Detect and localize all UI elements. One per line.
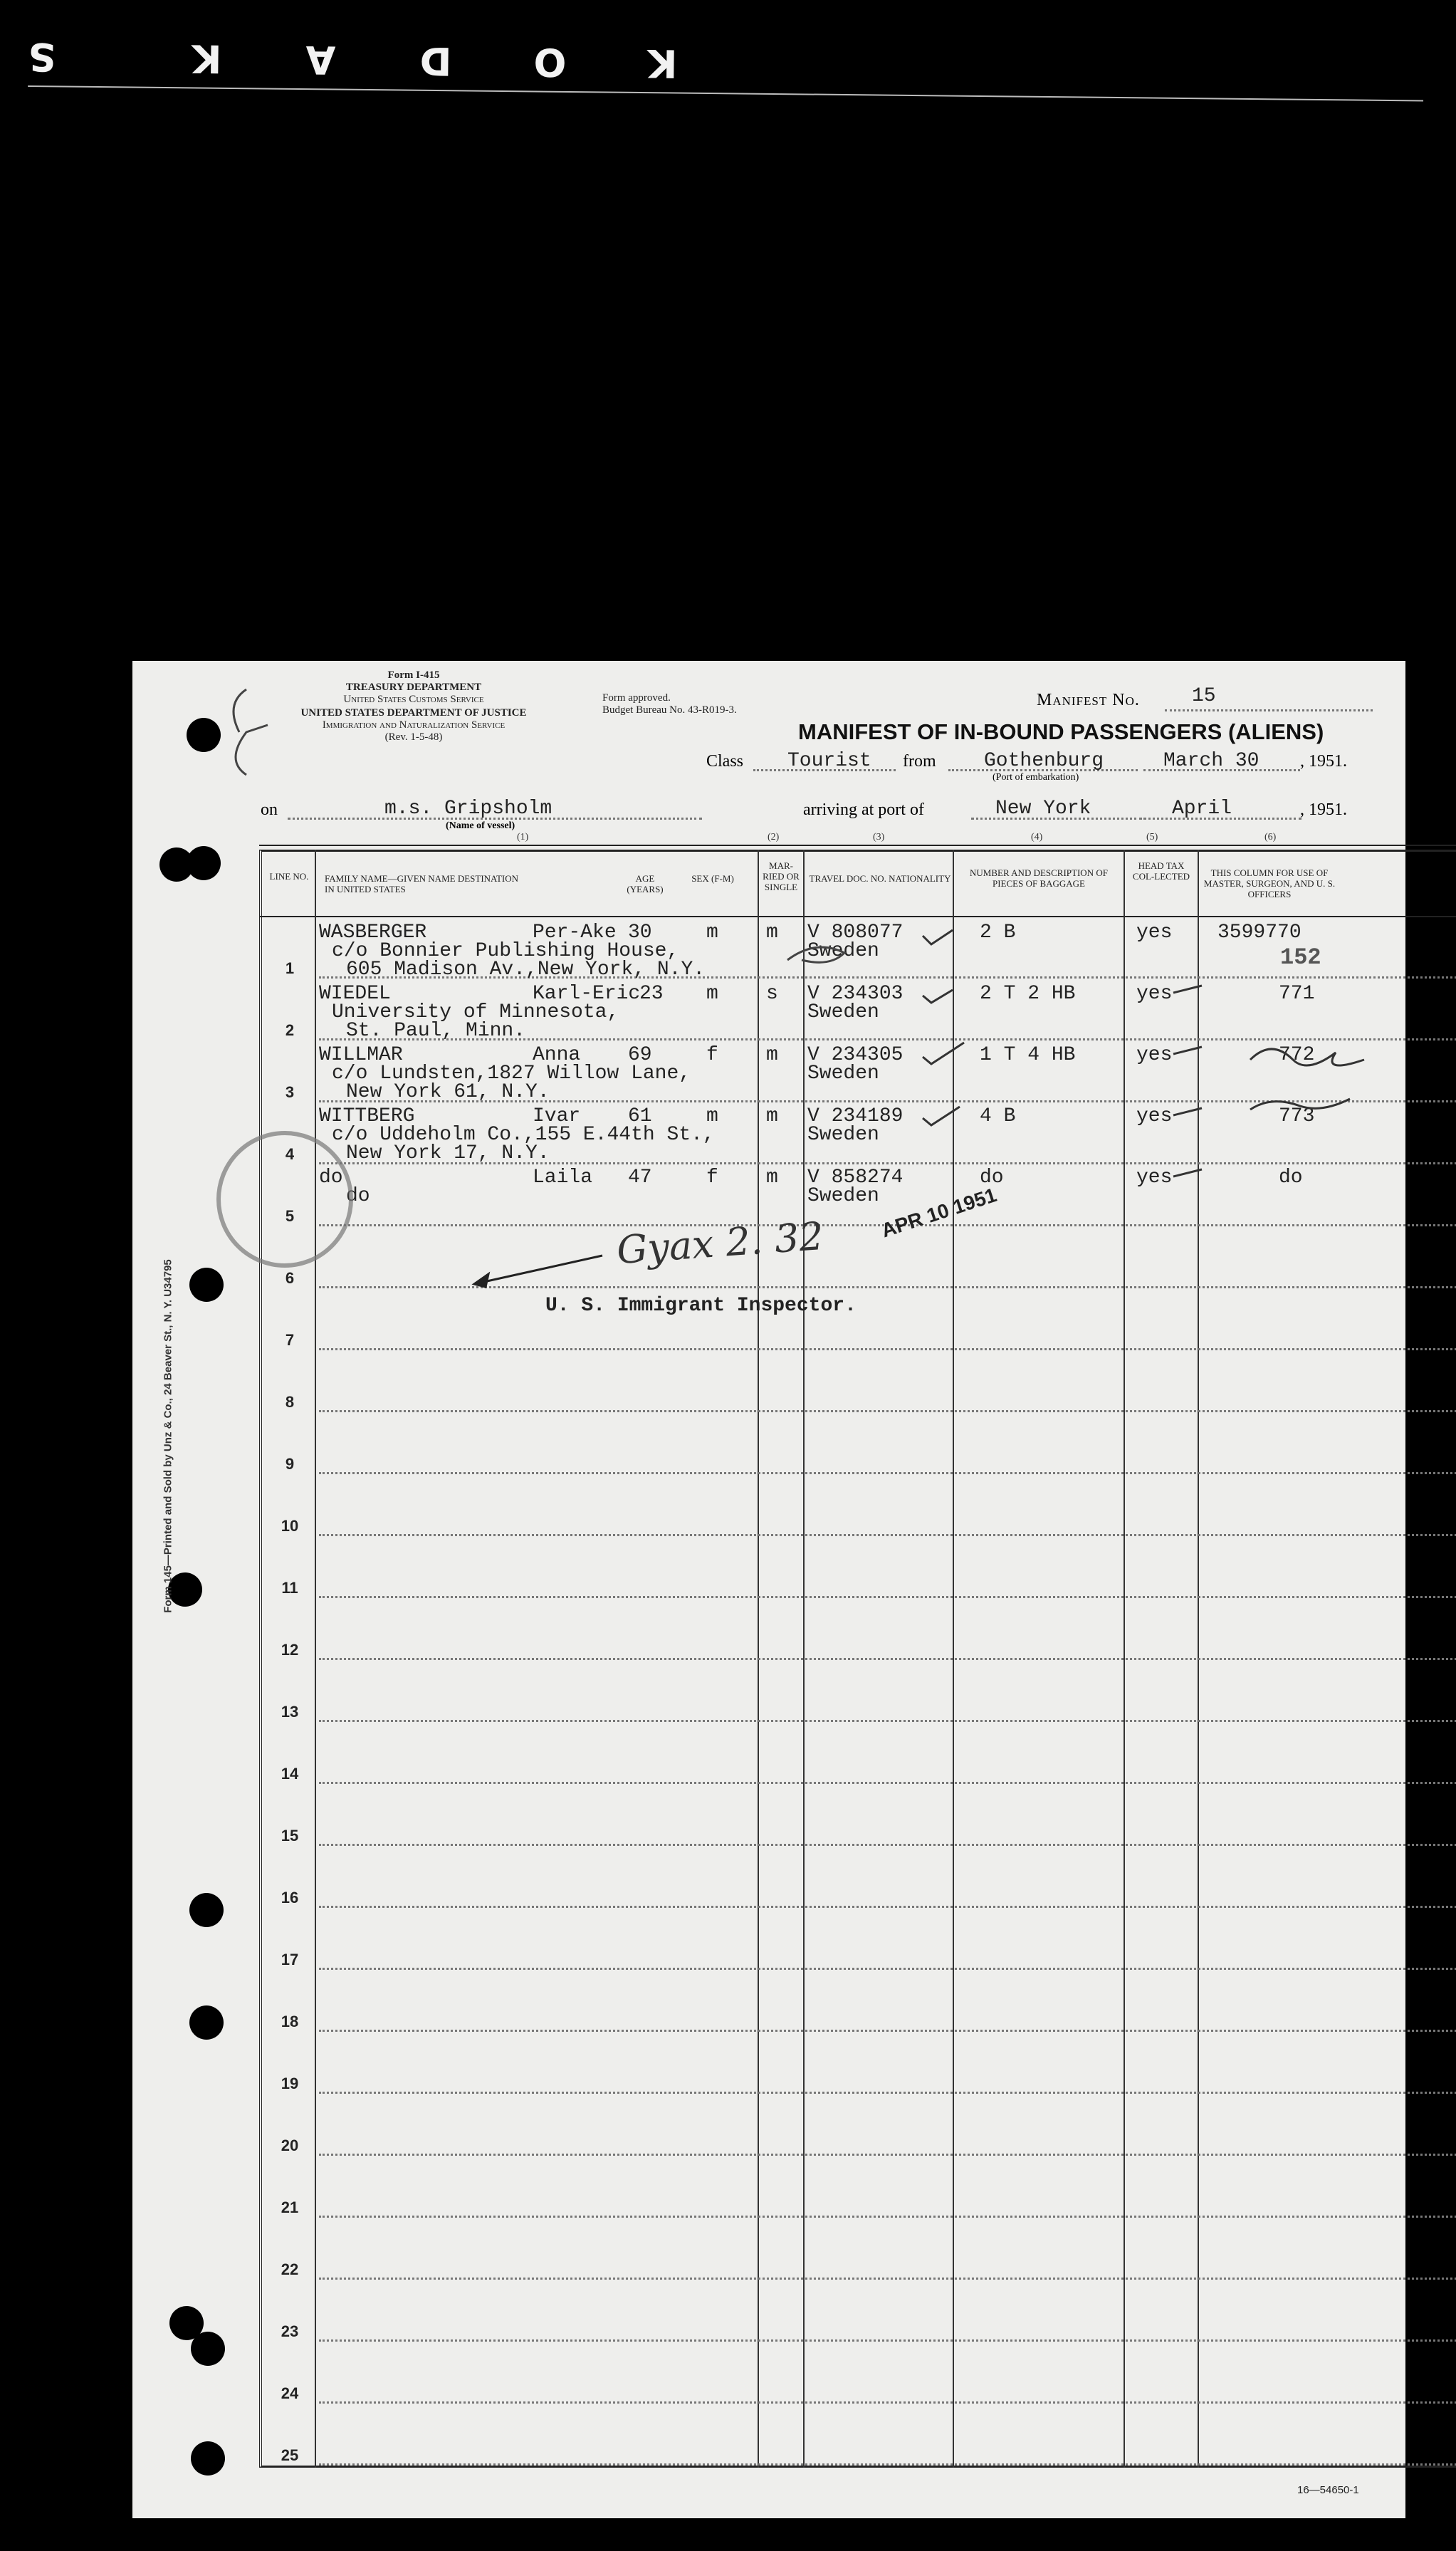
entry-travel-doc: V 858274 [807,1167,904,1189]
entry-nationality: Sweden [807,1001,879,1023]
arrival-port: New York [995,798,1091,820]
entry-age: 61 [628,1105,652,1127]
entry-nationality: Sweden [807,940,879,962]
check-marks [132,661,1405,1373]
line-number: 5 [285,1207,295,1225]
entry-given-name: Laila [533,1167,593,1189]
col-officers: THIS COLUMN FOR USE OF MASTER, SURGEON, AND U. S. OFFICERS [1203,867,1336,899]
entry-travel-doc: V 234303 [807,983,904,1005]
entry-family-name: WILLMAR [319,1044,403,1066]
scribble [1250,1099,1350,1110]
row-dotted-line [319,1596,1456,1598]
entry-baggage: 2 T 2 HB [980,983,1076,1005]
ins-service: Immigration and Naturalization Service [322,719,506,731]
row-dotted-line [319,1968,1456,1970]
line-number: 6 [285,1269,295,1287]
entry-sex: m [706,922,718,944]
embarkation-caption: (Port of embarkation) [993,772,1079,783]
line-number: 24 [281,2384,299,2402]
row-dotted-line [319,1906,1456,1908]
entry-given-name: Anna [533,1044,581,1066]
budget-number: Budget Bureau No. 43-R019-3. [602,704,737,716]
entry-travel-doc: V 234189 [807,1105,904,1127]
entry-age: 69 [628,1044,652,1066]
class-label: Class [706,752,744,771]
entry-sex: m [706,983,718,1005]
col-number: (1) [517,832,529,842]
row-dotted-line [319,2278,1456,2280]
form-number: Form I-415 [387,669,440,681]
line-number: 8 [285,1393,295,1411]
col-married: MAR-RIED OR SINGLE [763,860,800,892]
customs-service: United States Customs Service [343,694,484,705]
admission-date-stamp: APR 10 1951 [879,1184,1000,1242]
line-number: 11 [281,1579,298,1597]
line-number: 19 [281,2075,299,2092]
entry-family-name: WASBERGER [319,922,427,944]
check-mark [1173,1108,1202,1115]
col-head-tax: HEAD TAX COL-LECTED [1132,860,1190,882]
row-dotted-line [319,1782,1456,1784]
entry-given-name: Per-Ake [533,922,617,944]
entry-marital: m [766,1167,778,1189]
entry-head-tax: yes [1136,1105,1173,1127]
check-mark [1173,986,1202,993]
entry-nationality: Sweden [807,1124,879,1146]
entry-age: 23 [639,983,664,1005]
entry-age: 47 [628,1167,652,1189]
line-number: 4 [285,1145,295,1163]
row-dotted-line [319,1658,1456,1660]
arrival-year: , 1951. [1300,800,1347,819]
form-approved: Form approved. [602,692,671,704]
film-letter: D [419,38,452,84]
row-dotted-line [319,2401,1456,2404]
entry-destination: New York 61, N.Y. [346,1081,550,1103]
line-number: 3 [285,1083,295,1101]
row-dotted-line [319,2339,1456,2342]
entry-family-name: WITTBERG [319,1105,415,1127]
col-number: (4) [1031,832,1043,842]
col-number: (3) [873,832,885,842]
punch-hole [191,2441,225,2476]
check-mark [923,990,953,1003]
entry-family-name: do [319,1167,343,1189]
entry-baggage: do [980,1167,1004,1189]
row-dotted-line [319,1410,1456,1412]
entry-officer-stamp: 152 [1280,944,1321,971]
film-letter: K [192,36,222,81]
col-number: (6) [1264,832,1277,842]
row-dotted-line [319,1844,1456,1846]
line-number: 22 [281,2260,299,2278]
col-line-no: LINE NO. [269,871,309,882]
arriving-label: arriving at port of [803,800,924,819]
scribble [787,947,844,962]
line-number: 7 [285,1331,295,1349]
check-mark [923,1043,964,1064]
justice-dept: UNITED STATES DEPARTMENT OF JUSTICE [300,707,527,719]
col-sex: SEX (F-M) [691,873,734,884]
vessel-name: m.s. Gripsholm [384,798,552,820]
row-dotted-line [319,1534,1456,1536]
check-mark [923,1107,960,1125]
treasury-dept: TREASURY DEPARTMENT [345,682,482,693]
col-baggage: NUMBER AND DESCRIPTION OF PIECES OF BAGGAGE [970,867,1108,889]
scribble [1250,1049,1364,1065]
line-number: 15 [281,1827,299,1845]
from-port: Gothenburg [984,750,1104,772]
entry-sex: f [706,1044,718,1066]
class-value: Tourist [787,750,871,772]
entry-officer-note: 771 [1279,983,1315,1005]
row-dotted-line [319,1472,1456,1474]
manifest-title: MANIFEST OF IN-BOUND PASSENGERS (ALIENS) [798,719,1324,744]
entry-officer-note: 3599770 [1217,922,1302,944]
punch-hole [191,2332,225,2366]
arrival-date: April [1172,798,1232,820]
check-mark [1173,1047,1202,1054]
line-number: 1 [285,959,295,977]
line-number: 10 [281,1517,299,1535]
entry-nationality: Sweden [807,1185,879,1207]
line-number: 14 [281,1765,299,1783]
entry-destination: New York 17, N.Y. [346,1142,550,1164]
line-number: 18 [281,2013,299,2030]
row-dotted-line [319,2030,1456,2032]
entry-marital: m [766,922,778,944]
entry-given-name: Ivar [533,1105,581,1127]
punch-hole [189,2005,224,2040]
row-dotted-line [319,2463,1456,2466]
entry-baggage: 1 T 4 HB [980,1044,1076,1066]
entry-destination: c/o Lundsten,1827 Willow Lane, [332,1063,691,1085]
line-number: 16 [281,1889,299,1906]
manifest-number: 15 [1192,685,1216,707]
form-revision: (Rev. 1-5-48) [384,731,443,743]
entry-age: 30 [628,922,652,944]
entry-given-name: Karl-Eric [533,983,641,1005]
line-number: 21 [281,2198,299,2216]
entry-head-tax: yes [1136,1167,1173,1189]
entry-sex: f [706,1167,718,1189]
film-letter: S [28,33,56,80]
inspector-title: U. S. Immigrant Inspector. [545,1295,857,1317]
col-name-destination: FAMILY NAME—GIVEN NAME DESTINATION IN UNITED STATES [325,873,519,894]
depart-year: , 1951. [1300,752,1347,771]
row-dotted-line [319,2154,1456,2156]
check-mark [1173,1169,1202,1177]
inspector-signature: Gyax 2. 32 [615,1213,825,1273]
entry-officer-note: 773 [1279,1105,1315,1127]
entry-head-tax: yes [1136,1044,1173,1066]
entry-marital: m [766,1105,778,1127]
manifest-number-label: Manifest No. [1037,691,1140,709]
line-number: 2 [285,1021,295,1039]
arrow-mark [474,1256,602,1287]
col-number: (2) [768,832,780,842]
line-number: 25 [281,2446,299,2464]
entry-travel-doc: V 808077 [807,922,904,944]
film-letter: O [533,39,567,85]
entry-destination: c/o Uddeholm Co.,155 E.44th St., [332,1124,715,1146]
entry-marital: s [766,983,778,1005]
entry-destination: St. Paul, Minn. [346,1020,526,1042]
entry-baggage: 2 B [980,922,1016,944]
line-number: 9 [285,1455,295,1473]
col-number: (5) [1146,832,1158,842]
entry-destination: University of Minnesota, [332,1001,619,1023]
entry-destination: 605 Madison Av.,New York, N.Y. [346,959,706,981]
entry-nationality: Sweden [807,1063,879,1085]
manifest-page [132,661,1405,2518]
depart-date: March 30 [1163,750,1259,772]
line-number: 20 [281,2137,299,2154]
entry-sex: m [706,1105,718,1127]
entry-travel-doc: V 234305 [807,1044,904,1066]
entry-marital: m [766,1044,778,1066]
entry-baggage: 4 B [980,1105,1016,1127]
from-label: from [903,752,936,771]
line-number: 12 [281,1641,299,1659]
line-number: 17 [281,1951,299,1968]
entry-destination: do [346,1185,370,1207]
row-dotted-line [319,1720,1456,1722]
line-number: 13 [281,1703,299,1721]
row-dotted-line [319,2092,1456,2094]
printer-imprint: Form 145—Printed and Sold by Unz & Co., 24 Beaver St., N. Y. U34795 [162,1259,174,1613]
col-age: AGE (YEARS) [627,873,664,894]
scribble [234,689,268,775]
entry-officer-note: do [1279,1167,1303,1189]
footer-code: 16—54650-1 [1297,2484,1359,2496]
entry-destination: c/o Bonnier Publishing House, [332,940,679,962]
check-mark [923,930,953,944]
film-edge [28,28,1424,102]
entry-head-tax: yes [1136,922,1173,944]
on-label: on [261,800,278,819]
punch-hole [189,1893,224,1927]
film-letter: K [647,41,678,86]
film-letter: A [305,37,336,83]
entry-family-name: WIEDEL [319,983,391,1005]
line-number: 23 [281,2322,299,2340]
row-dotted-line [319,2216,1456,2218]
vessel-caption: (Name of vessel) [446,820,515,831]
entry-officer-note: 772 [1279,1044,1315,1066]
entry-head-tax: yes [1136,983,1173,1005]
col-travel-doc: TRAVEL DOC. NO. NATIONALITY [809,873,951,884]
